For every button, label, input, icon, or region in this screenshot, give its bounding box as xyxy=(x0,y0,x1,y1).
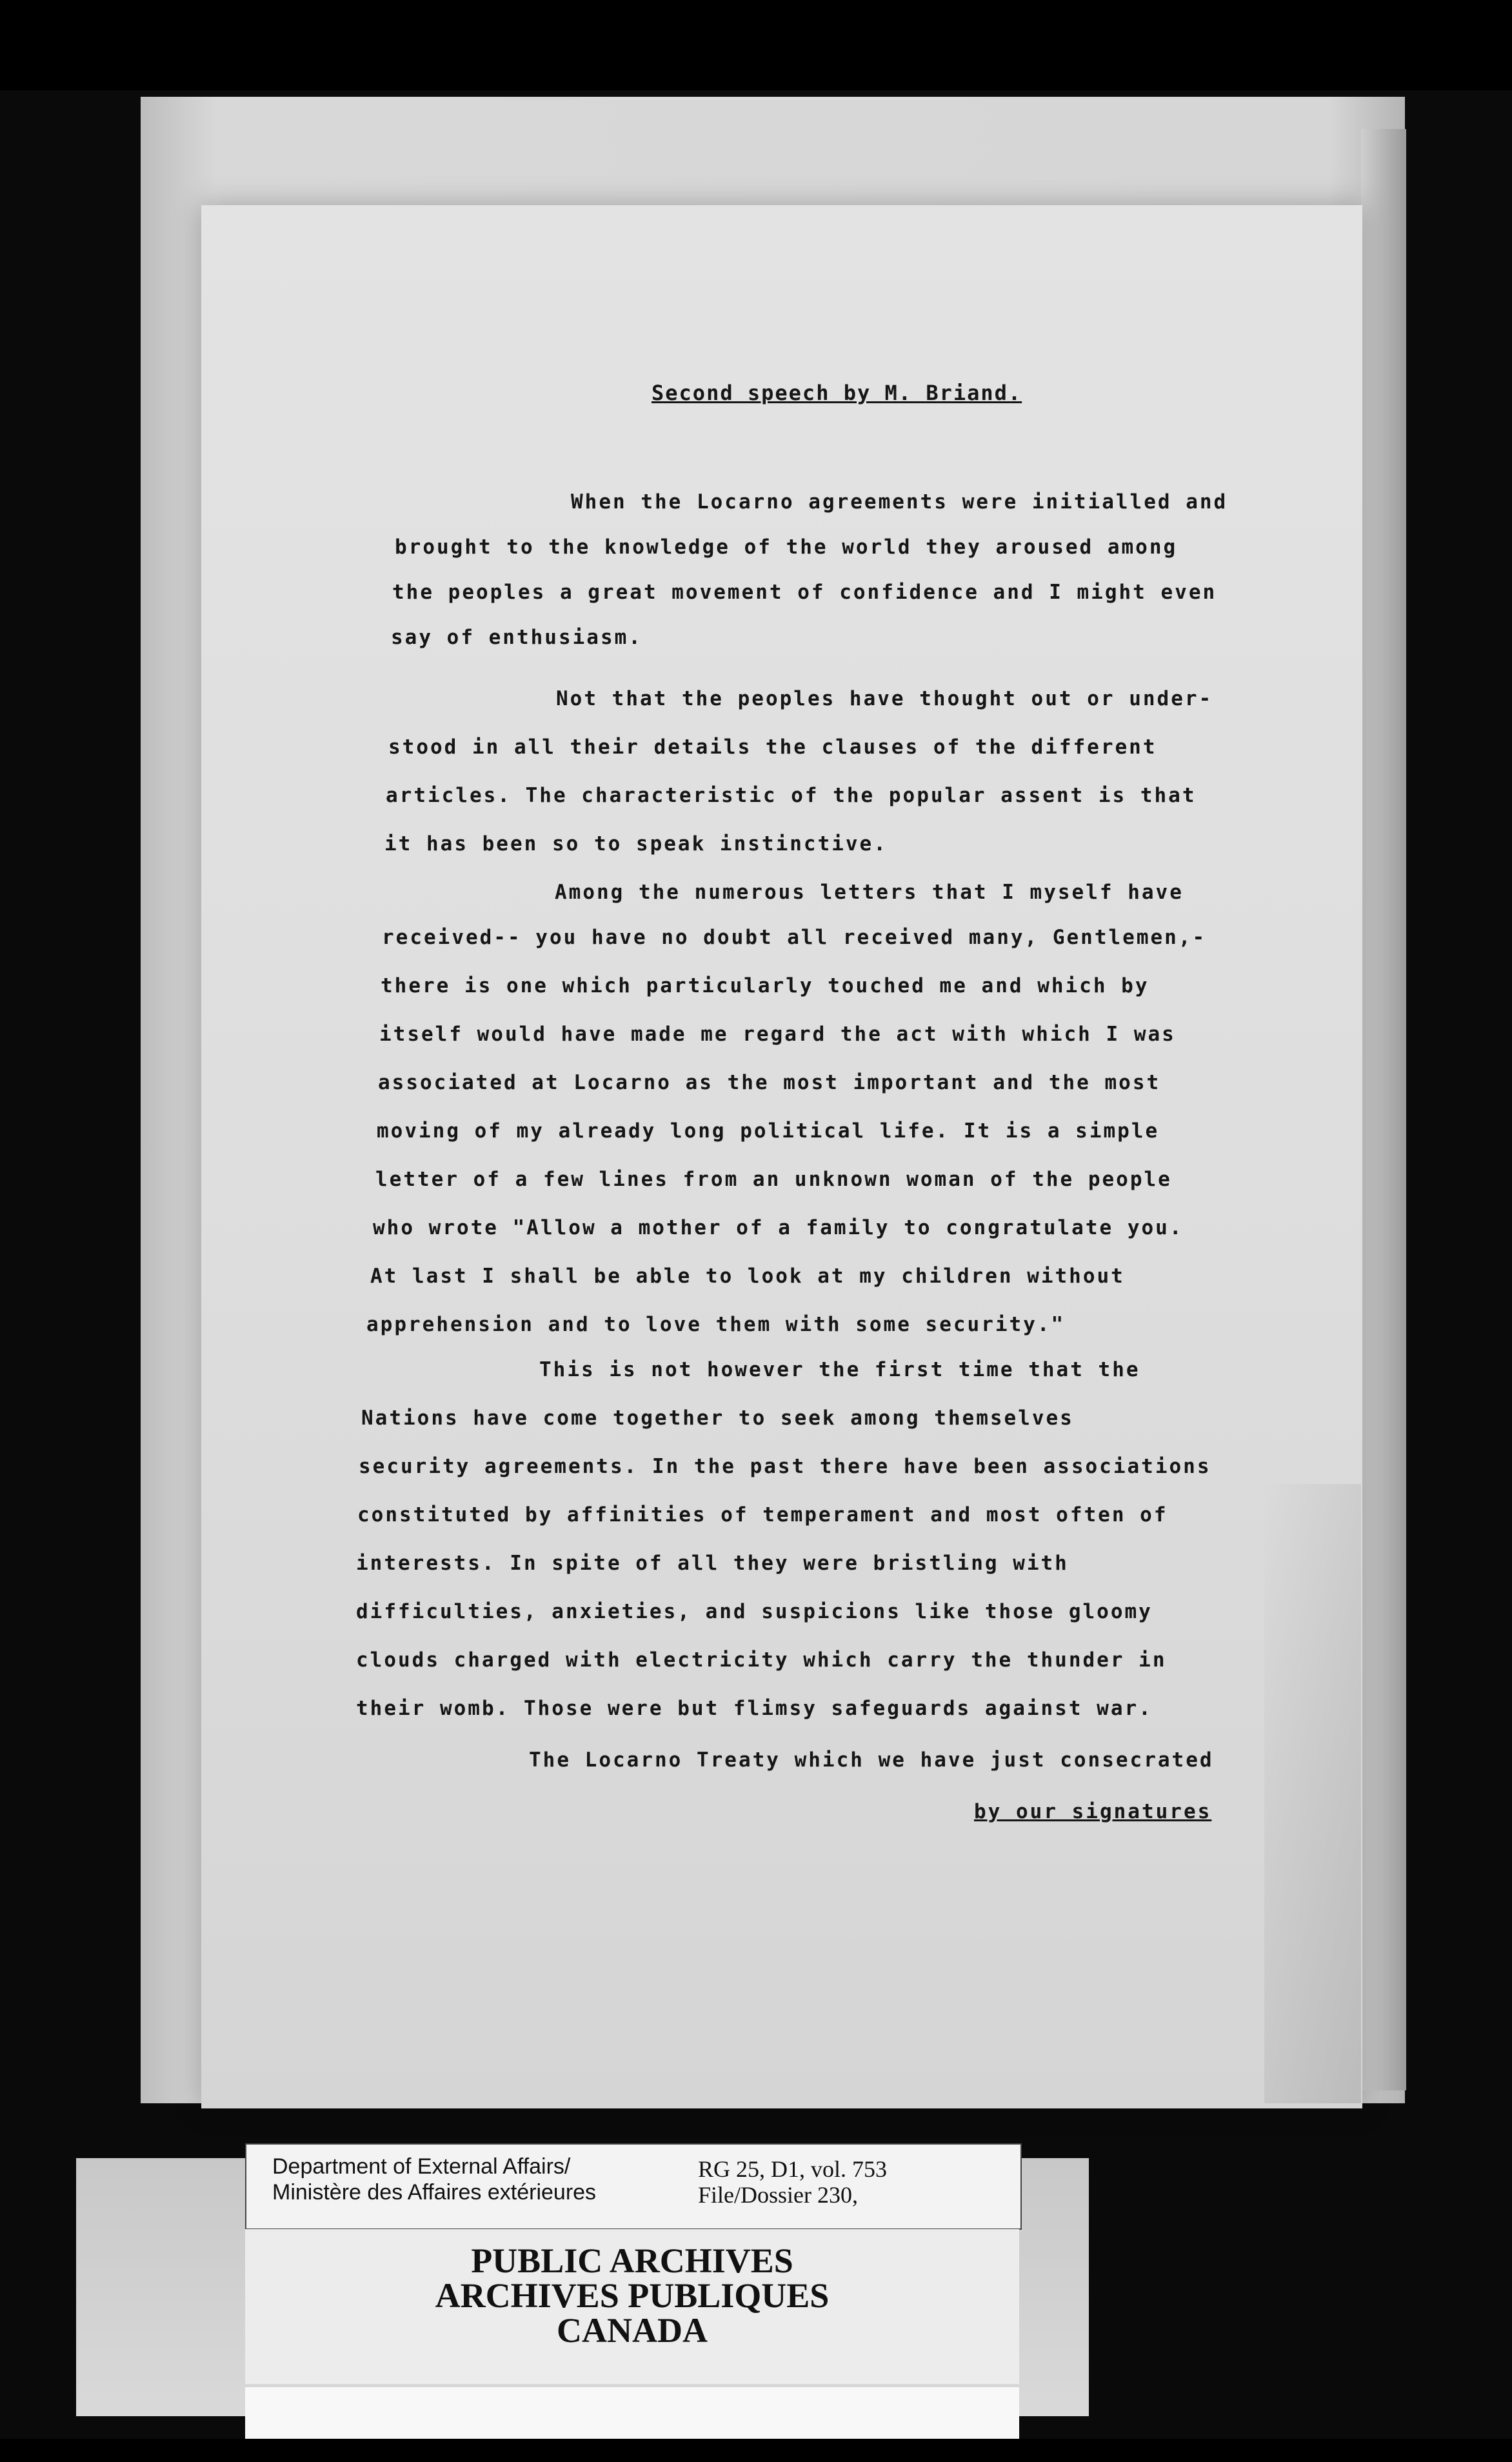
text-line: apprehension and to love them with some security." xyxy=(366,1313,1066,1336)
text-line: At last I shall be able to look at my children without xyxy=(370,1265,1125,1288)
text-line: Not that the peoples have thought out or under- xyxy=(556,687,1213,710)
archives-stamp xyxy=(245,2229,1019,2384)
text-line: Nations have come together to seek among themselves xyxy=(361,1406,1074,1430)
catchword: by our signatures xyxy=(974,1800,1212,1823)
text-line: say of enthusiasm. xyxy=(391,626,642,649)
file-number: File/Dossier 230, xyxy=(698,2182,858,2208)
text-line: interests. In spite of all they were bristling with xyxy=(356,1552,1069,1575)
label-bottom-strip xyxy=(245,2387,1019,2439)
text-line: letter of a few lines from an unknown woman of the people xyxy=(375,1168,1172,1191)
record-group: RG 25, D1, vol. 753 xyxy=(698,2156,888,2182)
film-border-bottom xyxy=(0,2439,1512,2462)
text-line: the peoples a great movement of confidence and I might even xyxy=(392,581,1217,604)
department-label xyxy=(245,2143,1022,2230)
archives-en: PUBLIC ARCHIVES xyxy=(471,2241,793,2280)
text-line: their womb. Those were but flimsy safeguards against war. xyxy=(356,1697,1153,1720)
text-line: there is one which particularly touched me and which by xyxy=(381,974,1149,997)
text-line: clouds charged with electricity which carry the thunder in xyxy=(356,1648,1167,1672)
text-line: associated at Locarno as the most important and the most xyxy=(378,1071,1161,1094)
text-line: brought to the knowledge of the world they aroused among xyxy=(395,535,1178,559)
department-name xyxy=(272,2154,596,2205)
text-line: This is not however the first time that the xyxy=(539,1358,1140,1381)
department-fr: Ministère des Affaires extérieures xyxy=(272,2180,597,2205)
text-line: it has been so to speak instinctive. xyxy=(384,832,888,856)
film-border-top xyxy=(0,0,1512,90)
back-sheet-edge xyxy=(1361,129,1406,2090)
archives-fr: ARCHIVES PUBLIQUES xyxy=(435,2276,830,2315)
department-en: Department of External Affairs/ xyxy=(272,2154,571,2179)
page-fold-shadow xyxy=(1264,1484,1361,2103)
text-line: security agreements. In the past there have been associations xyxy=(359,1455,1211,1478)
text-line: Among the numerous letters that I myself have xyxy=(555,881,1184,904)
text-line: moving of my already long political life. It is a simple xyxy=(377,1119,1160,1143)
text-line: received-- you have no doubt all received many, Gentlemen,- xyxy=(382,926,1207,949)
text-line: articles. The characteristic of the popular assent is that xyxy=(386,784,1197,807)
text-line: When the Locarno agreements were initialled and xyxy=(571,490,1228,514)
text-line: who wrote "Allow a mother of a family to congratulate you. xyxy=(373,1216,1184,1239)
text-line: constituted by affinities of temperament and most often of xyxy=(357,1503,1168,1526)
document-title: Second speech by M. Briand. xyxy=(652,381,1022,405)
text-line: stood in all their details the clauses of the different xyxy=(388,736,1157,759)
text-line: itself would have made me regard the act with which I was xyxy=(379,1023,1176,1046)
text-line: difficulties, anxieties, and suspicions like those gloomy xyxy=(356,1600,1153,1623)
archives-name xyxy=(245,2243,1019,2348)
archives-country: CANADA xyxy=(557,2311,708,2350)
text-line: The Locarno Treaty which we have just consecrated xyxy=(529,1748,1214,1772)
file-reference xyxy=(698,2156,887,2208)
